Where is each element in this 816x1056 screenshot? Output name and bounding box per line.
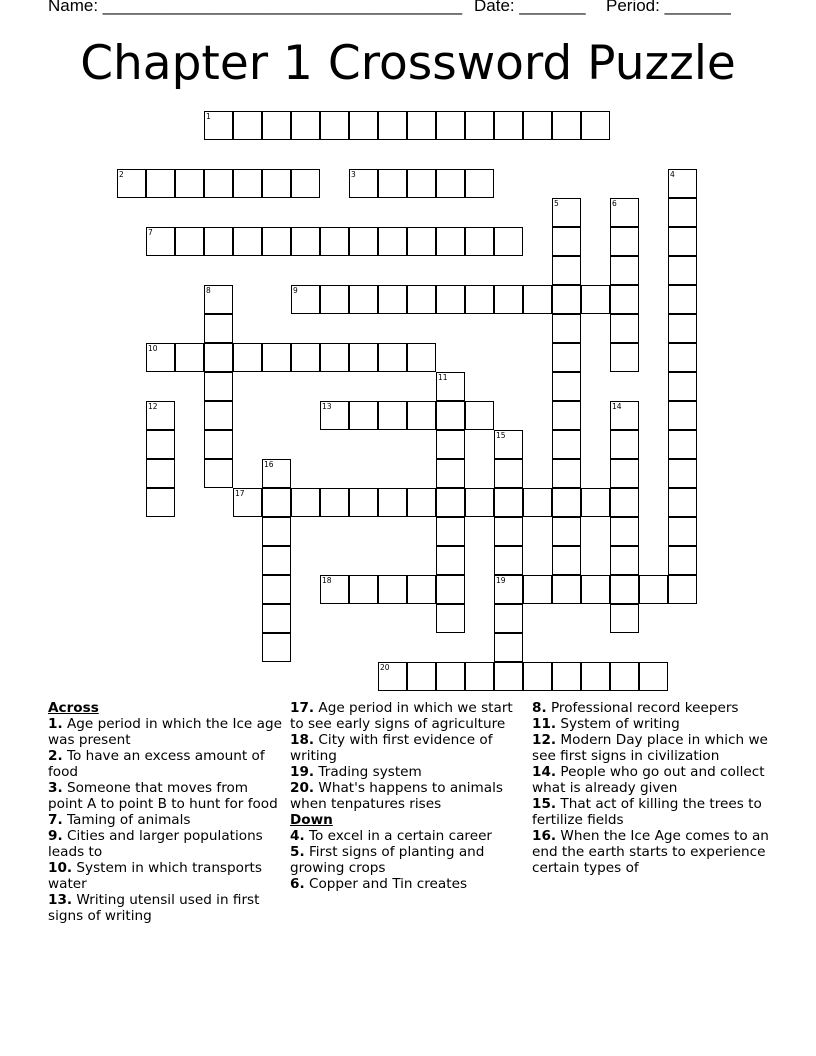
crossword-cell[interactable] — [407, 488, 436, 517]
crossword-cell[interactable] — [552, 430, 581, 459]
crossword-cell[interactable] — [436, 662, 465, 691]
crossword-cell[interactable] — [262, 575, 291, 604]
clue-number: 7 — [148, 228, 153, 237]
crossword-cell[interactable] — [436, 227, 465, 256]
crossword-cell[interactable] — [465, 227, 494, 256]
name-field[interactable]: Name: ______________________________________ — [48, 0, 463, 15]
crossword-cell[interactable] — [291, 343, 320, 372]
crossword-cell[interactable] — [204, 401, 233, 430]
clue-across-7: 7. Taming of animals — [48, 812, 191, 828]
crossword-cell[interactable] — [610, 227, 639, 256]
crossword-cell[interactable] — [436, 401, 465, 430]
crossword-cell[interactable] — [552, 517, 581, 546]
crossword-cell[interactable] — [610, 256, 639, 285]
crossword-cell[interactable] — [349, 488, 378, 517]
clue-across-17: 17. Age period in which we start to see early signs of agriculture — [290, 700, 513, 732]
crossword-cell[interactable] — [668, 343, 697, 372]
crossword-cell[interactable] — [175, 169, 204, 198]
clue-number: 6 — [612, 199, 617, 208]
crossword-cell[interactable] — [320, 227, 349, 256]
crossword-cell[interactable] — [204, 227, 233, 256]
crossword-cell[interactable] — [610, 401, 639, 430]
crossword-cell[interactable] — [552, 459, 581, 488]
crossword-cell[interactable] — [233, 169, 262, 198]
crossword-cell[interactable] — [552, 575, 581, 604]
crossword-cell[interactable] — [668, 517, 697, 546]
crossword-cell[interactable] — [610, 662, 639, 691]
crossword-cell[interactable] — [436, 111, 465, 140]
crossword-cell[interactable] — [523, 575, 552, 604]
crossword-cell[interactable] — [349, 285, 378, 314]
crossword-cell[interactable] — [378, 662, 407, 691]
crossword-cell[interactable] — [204, 285, 233, 314]
clue-number: 18 — [322, 576, 332, 585]
crossword-cell[interactable] — [320, 488, 349, 517]
crossword-cell[interactable] — [378, 401, 407, 430]
crossword-cell[interactable] — [610, 546, 639, 575]
crossword-cell[interactable] — [494, 285, 523, 314]
crossword-cell[interactable] — [349, 401, 378, 430]
crossword-cell[interactable] — [262, 169, 291, 198]
crossword-cell[interactable] — [465, 285, 494, 314]
crossword-cell[interactable] — [436, 546, 465, 575]
page-title: Chapter 1 Crossword Puzzle — [80, 36, 736, 91]
crossword-cell[interactable] — [349, 111, 378, 140]
crossword-cell[interactable] — [291, 488, 320, 517]
crossword-cell[interactable] — [262, 488, 291, 517]
crossword-cell[interactable] — [436, 169, 465, 198]
clue-across-1: 1. Age period in which the Ice age was present — [48, 716, 282, 748]
crossword-cell[interactable] — [494, 488, 523, 517]
clue-number: 8 — [206, 286, 211, 295]
crossword-cell[interactable] — [146, 169, 175, 198]
crossword-cell[interactable] — [552, 372, 581, 401]
clue-number: 9 — [293, 286, 298, 295]
clue-number: 2 — [119, 170, 124, 179]
crossword-cell[interactable] — [494, 459, 523, 488]
crossword-cell[interactable] — [552, 314, 581, 343]
crossword-cell[interactable] — [436, 430, 465, 459]
crossword-cell[interactable] — [233, 488, 262, 517]
crossword-cell[interactable] — [436, 604, 465, 633]
crossword-cell[interactable] — [668, 546, 697, 575]
crossword-cell[interactable] — [494, 111, 523, 140]
crossword-cell[interactable] — [610, 343, 639, 372]
crossword-cell[interactable] — [465, 662, 494, 691]
clue-number: 10 — [148, 344, 158, 353]
crossword-cell[interactable] — [262, 633, 291, 662]
crossword-cell[interactable] — [494, 604, 523, 633]
crossword-cell[interactable] — [668, 488, 697, 517]
clue-number: 11 — [438, 373, 448, 382]
crossword-cell[interactable] — [639, 662, 668, 691]
crossword-cell[interactable] — [291, 227, 320, 256]
crossword-cell[interactable] — [668, 459, 697, 488]
crossword-cell[interactable] — [262, 546, 291, 575]
clue-down-16: 16. When the Ice Age comes to an end the earth starts to experience certain types of — [532, 828, 769, 876]
crossword-cell[interactable] — [378, 169, 407, 198]
crossword-cell[interactable] — [233, 111, 262, 140]
crossword-cell[interactable] — [378, 488, 407, 517]
crossword-cell[interactable] — [436, 285, 465, 314]
crossword-cell[interactable] — [668, 285, 697, 314]
clue-down-6: 6. Copper and Tin creates — [290, 876, 468, 892]
crossword-cell[interactable] — [494, 517, 523, 546]
crossword-cell[interactable] — [581, 111, 610, 140]
crossword-cell[interactable] — [204, 343, 233, 372]
crossword-cell[interactable] — [349, 343, 378, 372]
crossword-cell[interactable] — [320, 285, 349, 314]
crossword-cell[interactable] — [436, 517, 465, 546]
crossword-cell[interactable] — [581, 575, 610, 604]
crossword-cell[interactable] — [204, 459, 233, 488]
crossword-cell[interactable] — [552, 401, 581, 430]
crossword-cell[interactable] — [117, 169, 146, 198]
clue-down-14: 14. People who go out and collect what is already given — [532, 764, 765, 796]
clue-down-11: 11. System of writing — [532, 716, 680, 732]
crossword-cell[interactable] — [407, 111, 436, 140]
clue-across-3: 3. Someone that moves from point A to point B to hunt for food — [48, 780, 278, 812]
clue-down-12: 12. Modern Day place in which we see first signs in civilization — [532, 732, 768, 764]
crossword-cell[interactable] — [407, 227, 436, 256]
crossword-cell[interactable] — [436, 575, 465, 604]
crossword-cell[interactable] — [552, 488, 581, 517]
crossword-cell[interactable] — [262, 517, 291, 546]
crossword-cell[interactable] — [610, 575, 639, 604]
crossword-cell[interactable] — [465, 111, 494, 140]
crossword-cell[interactable] — [233, 343, 262, 372]
crossword-cell[interactable] — [146, 459, 175, 488]
crossword-cell[interactable] — [668, 372, 697, 401]
crossword-cell[interactable] — [494, 662, 523, 691]
clue-number: 12 — [148, 402, 158, 411]
crossword-cell[interactable] — [552, 227, 581, 256]
clues-column-2 — [290, 700, 526, 892]
clue-number: 19 — [496, 576, 506, 585]
clue-number: 17 — [235, 489, 245, 498]
crossword-cell[interactable] — [610, 198, 639, 227]
crossword-cell[interactable] — [378, 111, 407, 140]
crossword-cell[interactable] — [465, 169, 494, 198]
crossword-cell[interactable] — [146, 343, 175, 372]
crossword-cell[interactable] — [175, 227, 204, 256]
crossword-cell[interactable] — [262, 459, 291, 488]
crossword-cell[interactable] — [407, 343, 436, 372]
crossword-cell[interactable] — [668, 430, 697, 459]
clue-across-18: 18. City with first evidence of writing — [290, 732, 493, 764]
crossword-cell[interactable] — [204, 169, 233, 198]
crossword-cell[interactable] — [262, 343, 291, 372]
clue-number: 14 — [612, 402, 622, 411]
clue-across-19: 19. Trading system — [290, 764, 422, 780]
crossword-cell[interactable] — [610, 517, 639, 546]
crossword-cell[interactable] — [494, 633, 523, 662]
crossword-cell[interactable] — [581, 285, 610, 314]
crossword-cell[interactable] — [204, 430, 233, 459]
crossword-cell[interactable] — [668, 198, 697, 227]
crossword-cell[interactable] — [552, 256, 581, 285]
crossword-cell[interactable] — [349, 169, 378, 198]
crossword-cell[interactable] — [668, 314, 697, 343]
crossword-cell[interactable] — [436, 459, 465, 488]
clues-column-3 — [532, 700, 772, 876]
crossword-cell[interactable] — [494, 227, 523, 256]
crossword-cell[interactable] — [436, 488, 465, 517]
crossword-cell[interactable] — [291, 285, 320, 314]
crossword-cell[interactable] — [407, 285, 436, 314]
crossword-cell[interactable] — [610, 459, 639, 488]
crossword-cell[interactable] — [610, 488, 639, 517]
crossword-cell[interactable] — [146, 488, 175, 517]
crossword-cell[interactable] — [494, 430, 523, 459]
crossword-cell[interactable] — [552, 662, 581, 691]
crossword-cell[interactable] — [262, 604, 291, 633]
crossword-cell[interactable] — [378, 575, 407, 604]
crossword-cell[interactable] — [175, 343, 204, 372]
down-heading: Down — [290, 812, 333, 828]
crossword-cell[interactable] — [581, 662, 610, 691]
crossword-cell[interactable] — [639, 575, 668, 604]
clue-number: 13 — [322, 402, 332, 411]
clue-across-2: 2. To have an excess amount of food — [48, 748, 265, 780]
crossword-cell[interactable] — [581, 488, 610, 517]
crossword-cell[interactable] — [146, 430, 175, 459]
crossword-cell[interactable] — [610, 314, 639, 343]
clues-column-1 — [48, 700, 284, 924]
crossword-cell[interactable] — [668, 227, 697, 256]
clue-across-13: 13. Writing utensil used in first signs of writing — [48, 892, 260, 924]
crossword-cell[interactable] — [407, 401, 436, 430]
crossword-cell[interactable] — [552, 198, 581, 227]
crossword-cell[interactable] — [262, 111, 291, 140]
crossword-cell[interactable] — [668, 575, 697, 604]
crossword-cell[interactable] — [668, 401, 697, 430]
crossword-cell[interactable] — [204, 111, 233, 140]
clue-number: 5 — [554, 199, 559, 208]
clue-number: 15 — [496, 431, 506, 440]
clues-section — [0, 700, 816, 1000]
crossword-cell[interactable] — [204, 314, 233, 343]
clue-number: 4 — [670, 170, 675, 179]
crossword-cell[interactable] — [146, 227, 175, 256]
clue-down-5: 5. First signs of planting and growing crops — [290, 844, 485, 876]
crossword-cell[interactable] — [320, 343, 349, 372]
crossword-cell[interactable] — [668, 169, 697, 198]
across-heading: Across — [48, 700, 99, 716]
period-field[interactable]: Period: _______ — [606, 0, 731, 15]
clue-down-4: 4. To excel in a certain career — [290, 828, 493, 844]
crossword-cell[interactable] — [349, 575, 378, 604]
crossword-cell[interactable] — [668, 256, 697, 285]
crossword-cell[interactable] — [465, 401, 494, 430]
crossword-cell[interactable] — [291, 169, 320, 198]
clue-number: 3 — [351, 170, 356, 179]
crossword-cell[interactable] — [320, 401, 349, 430]
crossword-cell[interactable] — [407, 662, 436, 691]
crossword-cell[interactable] — [552, 343, 581, 372]
crossword-cell[interactable] — [378, 285, 407, 314]
clue-across-9: 9. Cities and larger populations leads to — [48, 828, 263, 860]
crossword-cell[interactable] — [552, 546, 581, 575]
crossword-cell[interactable] — [552, 111, 581, 140]
clue-number: 20 — [380, 663, 390, 672]
crossword-cell[interactable] — [436, 372, 465, 401]
crossword-cell[interactable] — [523, 488, 552, 517]
crossword-cell[interactable] — [320, 575, 349, 604]
crossword-cell[interactable] — [204, 372, 233, 401]
date-field[interactable]: Date: _______ — [474, 0, 586, 15]
crossword-cell[interactable] — [378, 227, 407, 256]
crossword-cell[interactable] — [407, 575, 436, 604]
crossword-cell[interactable] — [378, 343, 407, 372]
clue-number: 16 — [264, 460, 274, 469]
crossword-cell[interactable] — [494, 575, 523, 604]
crossword-cell[interactable] — [610, 285, 639, 314]
clue-number: 1 — [206, 112, 211, 121]
clue-down-8: 8. Professional record keepers — [532, 700, 739, 716]
crossword-cell[interactable] — [494, 546, 523, 575]
crossword-cell[interactable] — [349, 227, 378, 256]
crossword-cell[interactable] — [146, 401, 175, 430]
crossword-cell[interactable] — [523, 285, 552, 314]
crossword-cell[interactable] — [523, 111, 552, 140]
crossword-cell[interactable] — [262, 227, 291, 256]
crossword-cell[interactable] — [291, 111, 320, 140]
crossword-cell[interactable] — [465, 488, 494, 517]
clue-down-15: 15. That act of killing the trees to fertilize fields — [532, 796, 762, 828]
crossword-cell[interactable] — [523, 662, 552, 691]
crossword-cell[interactable] — [552, 285, 581, 314]
crossword-cell[interactable] — [233, 227, 262, 256]
crossword-cell[interactable] — [610, 604, 639, 633]
crossword-cell[interactable] — [407, 169, 436, 198]
crossword-cell[interactable] — [610, 430, 639, 459]
clue-across-20: 20. What's happens to animals when tenpatures rises — [290, 780, 503, 812]
clue-across-10: 10. System in which transports water — [48, 860, 262, 892]
crossword-cell[interactable] — [320, 111, 349, 140]
